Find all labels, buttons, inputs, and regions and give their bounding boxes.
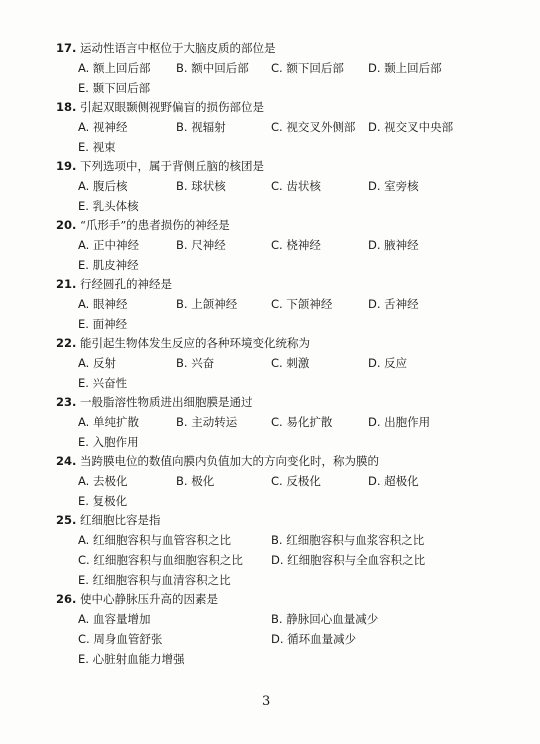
question-number: 21. [56,277,77,291]
option-c: C. 易化扩散 [271,415,333,429]
option-a: A. 去极化 [78,474,128,488]
question-stem [56,274,496,294]
question-17 [56,38,496,98]
question-text: 红细胞比容是指 [80,513,161,527]
option-e: E. 复极化 [78,494,128,508]
option-a: A. 额上回后部 [78,61,151,75]
question-text: 一般脂溶性物质进出细胞膜是通过 [80,395,253,409]
option-d: D. 舌神经 [368,297,419,311]
option-d: D. 腋神经 [368,238,419,252]
question-text: 运动性语言中枢位于大脑皮质的部位是 [80,41,276,55]
option-c: C. 桡神经 [271,238,321,252]
question-21 [56,274,496,334]
option-a: A. 反射 [78,356,116,370]
option-e: E. 视束 [78,140,116,154]
option-b: B. 视辐射 [176,120,226,134]
question-number: 24. [56,454,77,468]
question-text: 引起双眼颞侧视野偏盲的损伤部位是 [80,100,265,114]
option-d: D. 视交叉中央部 [368,120,454,134]
question-26 [56,589,496,669]
question-number: 19. [56,159,77,173]
option-b: B. 红细胞容积与血浆容积之比 [271,533,425,547]
option-c: C. 下颌神经 [271,297,333,311]
question-stem [56,97,496,117]
option-d: D. 超极化 [368,474,419,488]
option-b: B. 上颌神经 [176,297,238,311]
question-18 [56,97,496,157]
option-b: B. 球状核 [176,179,226,193]
option-a: A. 血容量增加 [78,612,151,626]
option-d: D. 室旁核 [368,179,419,193]
option-a: A. 单纯扩散 [78,415,139,429]
option-a: A. 红细胞容积与血管容积之比 [78,533,231,547]
question-stem [56,156,496,176]
question-stem [56,510,496,530]
question-number: 17. [56,41,77,55]
question-number: 18. [56,100,77,114]
question-number: 22. [56,336,77,350]
option-e: E. 面神经 [78,317,128,331]
question-text: 使中心静脉压升高的因素是 [80,592,219,606]
option-e: E. 兴奋性 [78,376,128,390]
option-d: D. 反应 [368,356,408,370]
question-text: 能引起生物体发生反应的各种环境变化统称为 [80,336,311,350]
question-24 [56,451,496,511]
option-e: E. 颞下回后部 [78,81,151,95]
question-stem [56,589,496,609]
option-c: C. 刺激 [271,356,310,370]
option-b: B. 兴奋 [176,356,215,370]
question-text: “爪形手”的患者损伤的神经是 [80,218,230,232]
question-stem [56,392,496,412]
question-stem [56,38,496,58]
question-text: 行经圆孔的神经是 [80,277,173,291]
question-number: 25. [56,513,77,527]
question-stem [56,333,496,353]
question-stem [56,451,496,471]
option-d: D. 出胞作用 [368,415,431,429]
question-text: 下列选项中，属于背侧丘脑的核团是 [80,159,265,173]
option-b: B. 额中回后部 [176,61,249,75]
option-a: A. 眼神经 [78,297,128,311]
option-e: E. 红细胞容积与血清容积之比 [78,573,231,587]
question-19 [56,156,496,216]
question-20 [56,215,496,275]
option-e: E. 乳头体核 [78,199,139,213]
question-number: 23. [56,395,77,409]
option-b: B. 极化 [176,474,215,488]
question-23 [56,392,496,452]
question-25 [56,510,496,590]
option-e: E. 肌皮神经 [78,258,139,272]
option-c: C. 反极化 [271,474,321,488]
option-a: A. 正中神经 [78,238,139,252]
page-number: 3 [262,694,271,709]
option-c: C. 视交叉外侧部 [271,120,356,134]
option-c: C. 红细胞容积与血细胞容积之比 [78,553,243,567]
option-c: C. 额下回后部 [271,61,344,75]
question-22 [56,333,496,393]
question-text: 当跨膜电位的数值向膜内负值加大的方向变化时，称为膜的 [80,454,380,468]
question-stem [56,215,496,235]
option-d: D. 循环血量减少 [271,632,357,646]
option-c: C. 齿状核 [271,179,321,193]
option-b: B. 主动转运 [176,415,238,429]
question-number: 20. [56,218,77,232]
option-e: E. 心脏射血能力增强 [78,652,185,666]
question-number: 26. [56,592,77,606]
option-a: A. 视神经 [78,120,128,134]
option-d: D. 红细胞容积与全血容积之比 [271,553,426,567]
option-a: A. 腹后核 [78,179,128,193]
option-b: B. 静脉回心血量减少 [271,612,379,626]
option-d: D. 颞上回后部 [368,61,442,75]
option-b: B. 尺神经 [176,238,226,252]
option-e: E. 入胞作用 [78,435,139,449]
option-c: C. 周身血管舒张 [78,632,163,646]
